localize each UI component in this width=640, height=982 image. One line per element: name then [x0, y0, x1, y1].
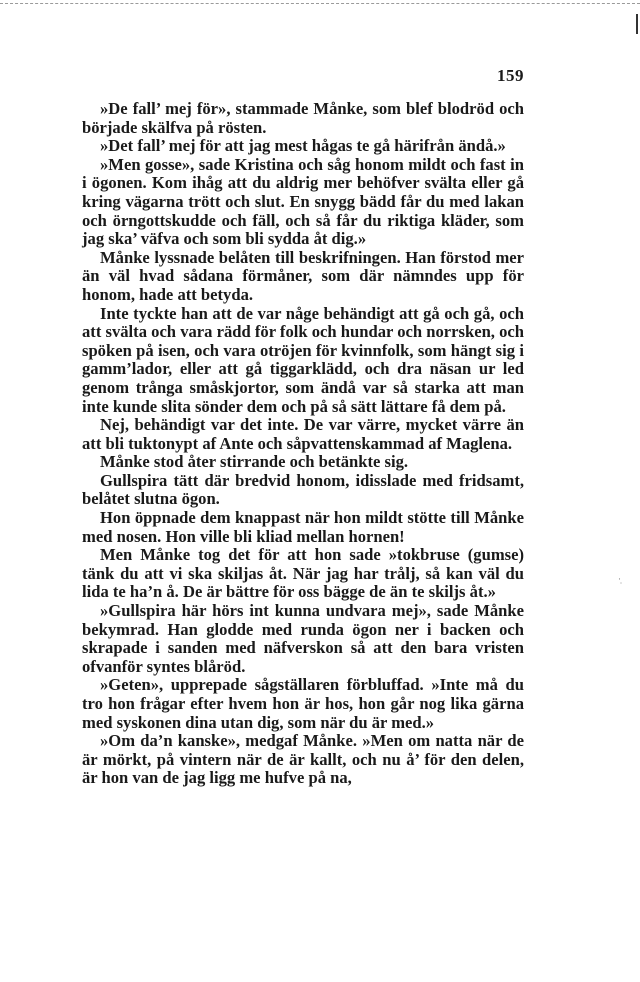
paragraph: Hon öppnade dem knappast när hon mildt stötte till Månke med nosen. Hon ville bli kliad mellan hornen!: [82, 508, 524, 546]
scan-edge-mark: [636, 14, 638, 34]
paragraph: »Gullspira här hörs int kunna undvara mej», sade Månke bekymrad. Han glodde med runda ögon ner i backen och skrapade i sanden med näfverskon så att den bara vristen ofvanför syntes blåröd.: [82, 601, 524, 676]
paragraph: Nej, behändigt var det inte. De var värre, mycket värre än att bli tuktonypt af Ante och såpvattenskammad af Maglena.: [82, 415, 524, 453]
page-number: 159: [497, 66, 524, 85]
paragraph: Inte tyckte han att de var någe behändigt att gå och gå, och att svälta och vara rädd för folk och hundar och norrsken, och spöken på isen, och vara otröjen för kvinnfolk, som hängt sig i gamm’lador, eller att gå tiggarklädd, och dra näsan ur led genom trånga småskjortor, som ändå var så starka att man inte kunde slita sönder dem och på så sätt lättare få dem på.: [82, 303, 524, 416]
margin-speck: ·̣: [618, 574, 621, 584]
paragraph: Månke stod åter stirrande och betänkte sig.: [100, 452, 409, 472]
paragraph: Månke lyssnade belåten till beskrifningen. Han förstod mer än väl hvad sådana förmåner, som där nämndes upp för honom, hade att betyda.: [82, 247, 524, 304]
paragraph: Men Månke tog det för att hon sade »tokbruse (gumse) tänk du att vi ska skiljas åt. När jag har trålj, så kan väl du lida te ha’n å. De är bättre för oss bägge de än te skiljs åt.»: [82, 545, 524, 602]
paragraph: »Geten», upprepade sågställaren förbluffad. »Inte må du tro hon frågar efter hvem hon är hos, hon går nog lika gärna med syskonen dina utan dig, som när du är med.»: [82, 675, 524, 732]
paragraph: »De fall’ mej för», stammade Månke, som blef blodröd och började skälfva på rösten.: [82, 99, 524, 137]
paragraph: »Det fall’ mej för att jag mest hågas te gå härifrån ändå.»: [100, 136, 506, 156]
body-text: [82, 100, 524, 788]
paragraph: »Men gosse», sade Kristina och såg honom mildt och fast in i ögonen. Kom ihåg att du aldrig mer behöfver svälta eller gå kring vägarna trött och slut. En snygg bädd får du med lakan och örngottskudde och fäll, och så får du riktiga kläder, som jag ska’ väfva och som bli sydda åt dig.»: [82, 154, 524, 249]
paragraph: »Om da’n kanske», medgaf Månke. »Men om natta när de är mörkt, på vintern när de är kallt, och nu å’ för den delen, är hon van de jag ligg me hufve på na,: [82, 731, 524, 788]
page-top-edge: [0, 3, 640, 4]
paragraph: Gullspira tätt där bredvid honom, idisslade med fridsamt, belåtet slutna ögon.: [82, 470, 524, 509]
